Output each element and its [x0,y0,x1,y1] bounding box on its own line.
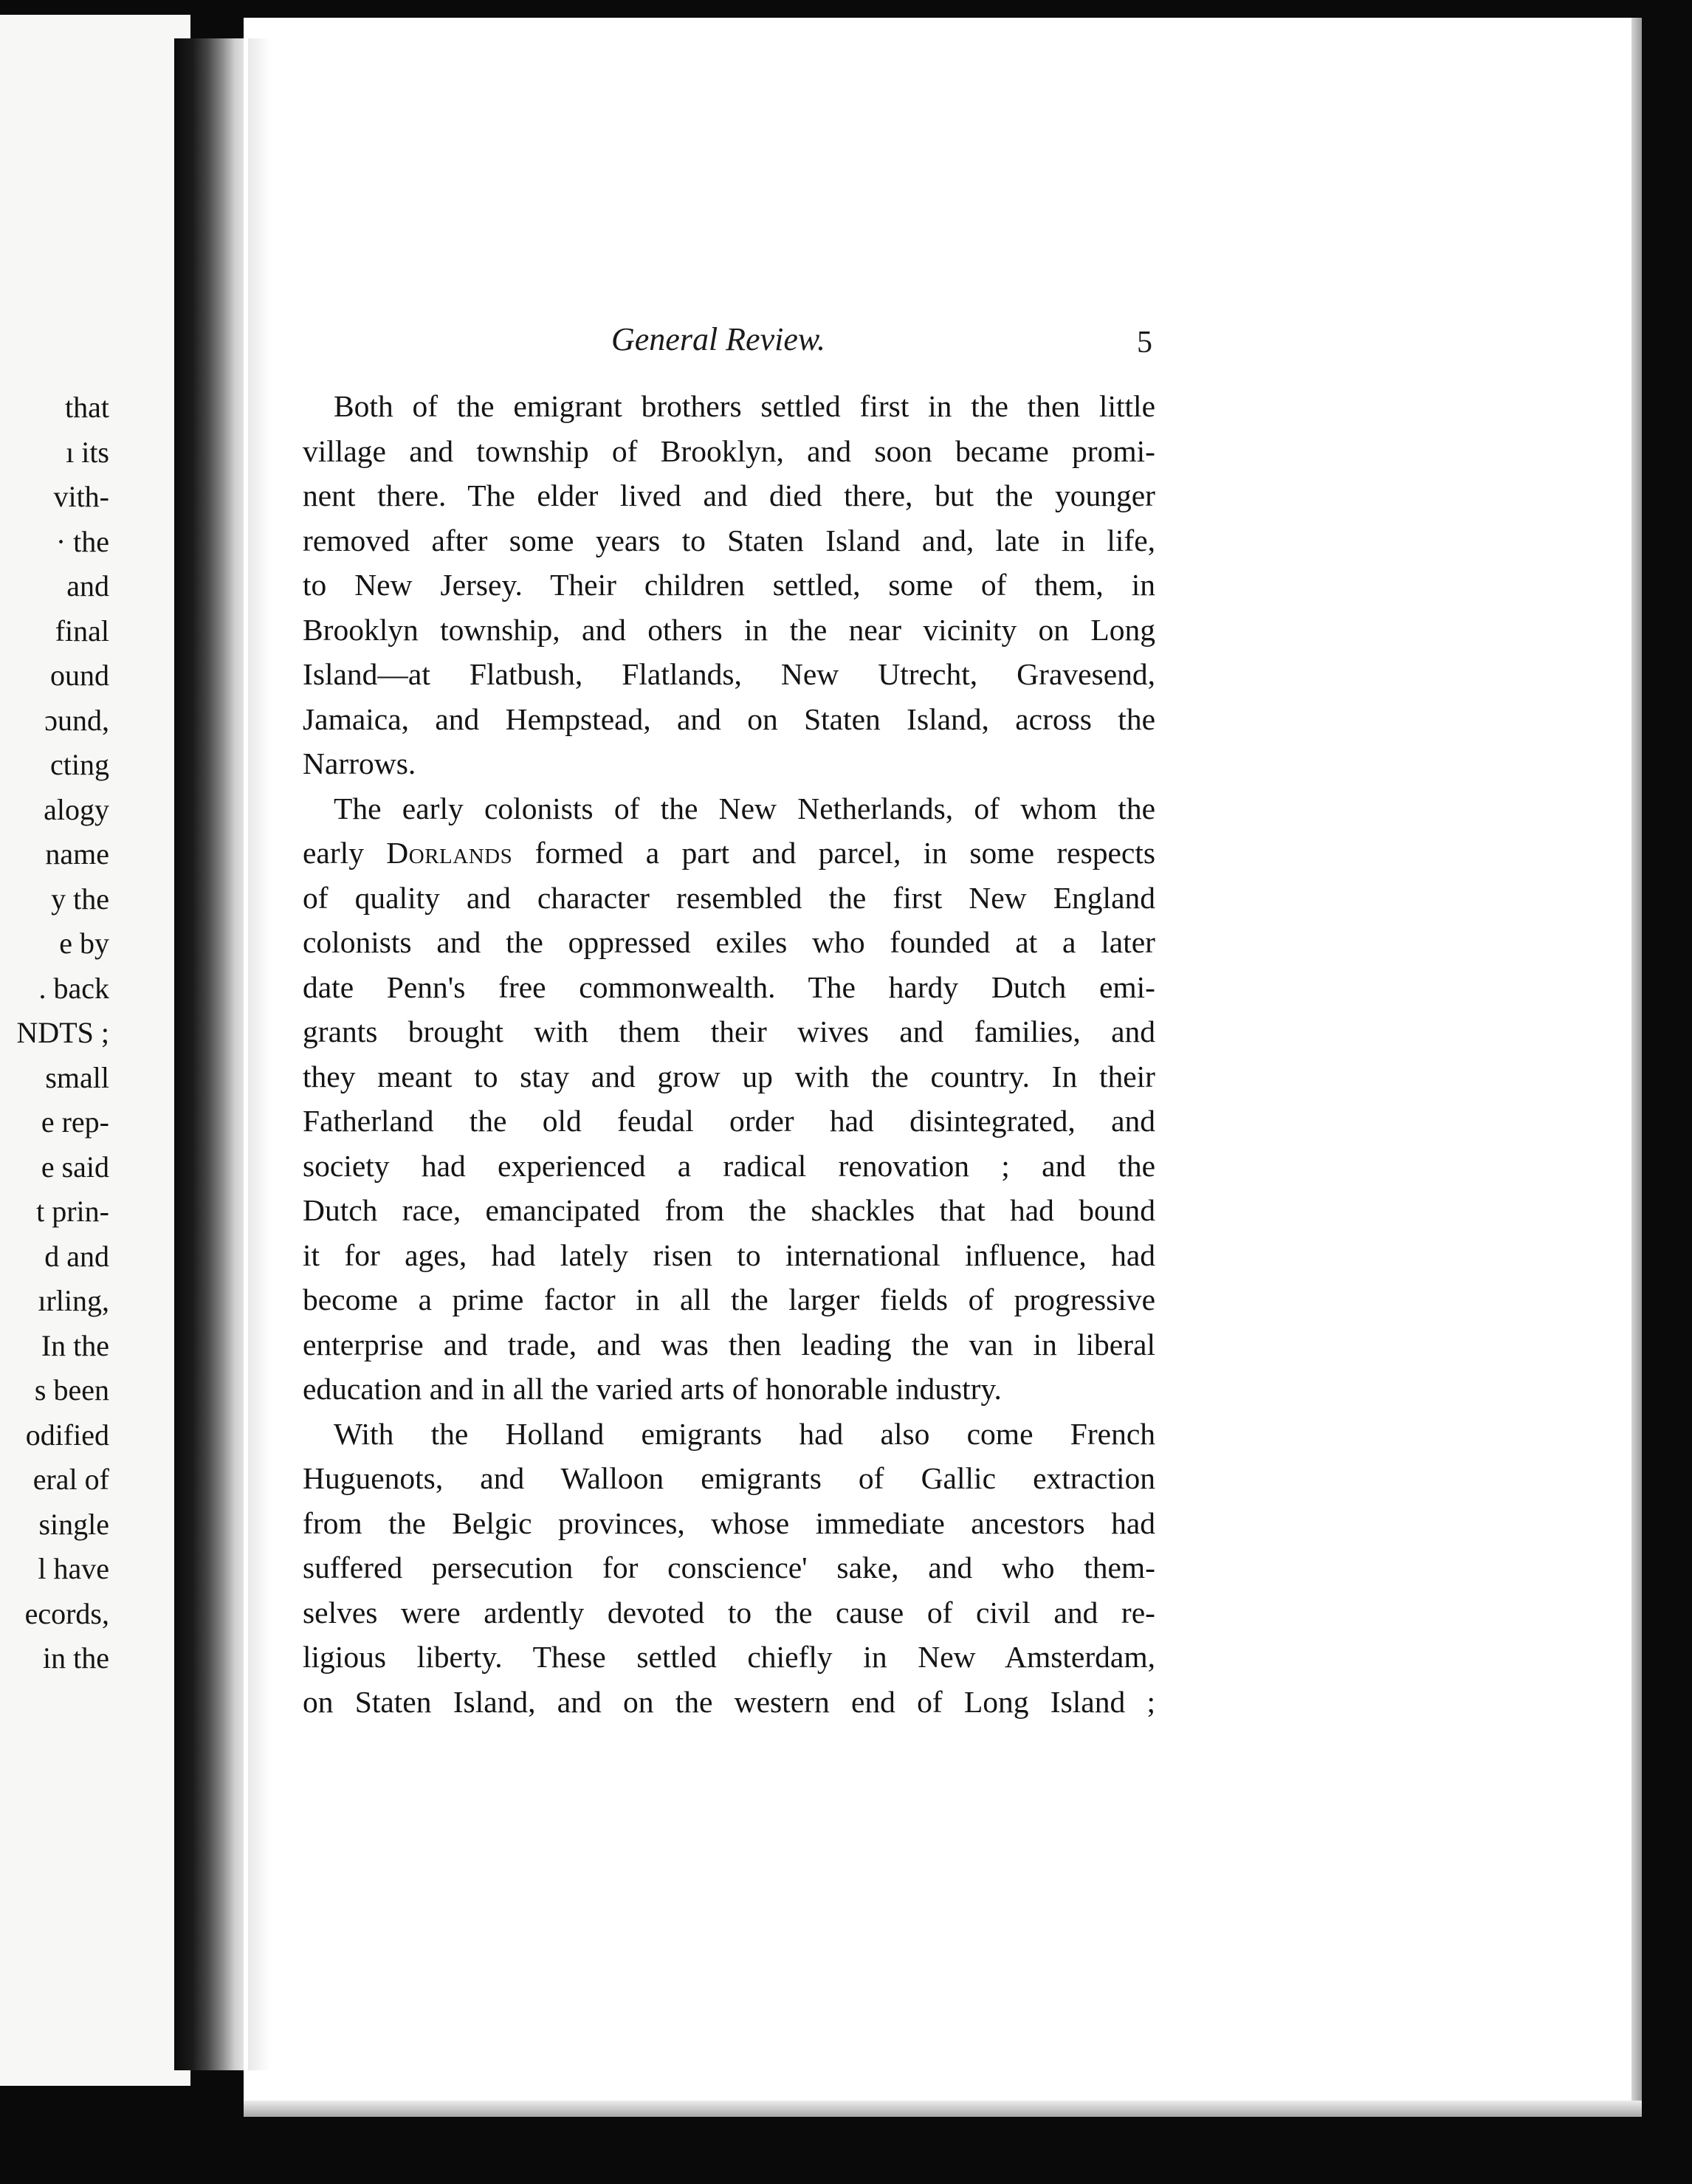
previous-page-line: In the [41,1328,109,1362]
previous-page-line: in the [43,1641,109,1675]
family-name: Dorlands [386,836,513,870]
text-line: they meant to stay and grow up with the country. In their [303,1059,1155,1093]
text-line: Both of the emigrant brothers settled first in the then little [334,389,1155,423]
text-line: it for ages, had lately risen to international influence, had [303,1237,1155,1272]
page-number: 5 [1137,326,1152,360]
previous-page-line: name [45,837,109,870]
page-bottom-edge [244,2101,1642,2117]
text-line: Fatherland the old feudal order had disintegrated, and [303,1104,1155,1138]
previous-page-line: odified [25,1418,109,1452]
previous-page-line: ound [50,659,109,692]
text-line: With the Holland emigrants had also come French [334,1416,1155,1451]
book-gutter [174,38,248,2070]
previous-page-text [0,385,109,1681]
previous-page-line: · the [55,524,109,558]
text-line: education and in all the varied arts of honorable industry. [303,1372,1002,1406]
text-line: nent there. The elder lived and died there, but the younger [303,478,1155,512]
text-line: selves were ardently devoted to the cause of civil and re- [303,1595,1155,1630]
previous-page-line: small [45,1060,109,1094]
text-line: Dutch race, emancipated from the shackles that had bound [303,1193,1155,1227]
previous-page-line: d and [44,1239,109,1273]
text-line: Huguenots, and Walloon emigrants of Gallic extraction [303,1461,1155,1495]
previous-page-line: s been [34,1373,109,1407]
gutter-shadow [248,38,270,2070]
previous-page-line: final [55,614,109,648]
previous-page-fragment [0,15,190,2086]
previous-page-line: . back [38,971,109,1005]
previous-page-line: vith- [53,480,109,513]
running-head: General Review. [611,321,825,357]
line-prefix: early [303,836,387,870]
previous-page-line: eral of [32,1463,109,1496]
previous-page-line: e said [41,1150,109,1184]
previous-page-line: t prin- [36,1195,109,1228]
text-line: of quality and character resembled the first New England [303,880,1155,915]
previous-page-line: l have [38,1552,109,1585]
previous-page-line: ɔund, [44,703,109,737]
previous-page-line: alogy [44,792,109,826]
paragraph-3 [303,1412,1155,1725]
previous-page-line: e by [59,927,109,960]
previous-page-line: that [65,391,109,424]
text-line: village and township of Brooklyn, and soon became promi- [303,433,1155,468]
text-line: The early colonists of the New Netherlands, of whom the [334,791,1155,825]
text-line: removed after some years to Staten Island and, late in life, [303,523,1155,557]
text-line: Jamaica, and Hempstead, and on Staten Island, across the [303,701,1155,736]
previous-page-line: e rep- [41,1105,109,1139]
text-line: colonists and the oppressed exiles who founded at a later [303,925,1155,959]
text-line: date Penn's free commonwealth. The hardy Dutch emi- [303,969,1155,1004]
text-line: to New Jersey. Their children settled, some of them, in [303,568,1155,602]
previous-page-line: ecords, [24,1596,109,1630]
line-rest: formed a part and parcel, in some respects [534,836,1155,870]
previous-page-line: single [38,1507,109,1541]
previous-page-line: NDTS ; [16,1016,109,1049]
text-line: from the Belgic provinces, whose immediate ancestors had [303,1505,1155,1540]
text-line: enterprise and trade, and was then leading the van in liberal [303,1327,1155,1361]
text-line: grants brought with them their wives and families, and [303,1014,1155,1048]
body-text [303,384,1155,1724]
paragraph-1 [303,384,1155,786]
text-line: on Staten Island, and on the western end of Long Island ; [303,1684,1155,1719]
text-line: society had experienced a radical renovation ; and the [303,1148,1155,1183]
previous-page-line: and [66,569,109,602]
page-edge [1631,18,1642,2116]
text-line: Brooklyn township, and others in the near vicinity on Long [303,612,1155,647]
previous-page-line: cting [50,748,109,781]
text-line-with-name [303,831,1155,876]
previous-page-line: y the [51,882,109,916]
previous-page-line: ı its [66,435,109,469]
text-line: ligious liberty. These settled chiefly in New Amsterdam, [303,1640,1155,1674]
text-line: Narrows. [303,746,416,780]
text-line: suffered persecution for conscience' sake, and who them- [303,1551,1155,1584]
text-line: Island—at Flatbush, Flatlands, New Utrecht, Gravesend, [303,657,1155,691]
text-line: become a prime factor in all the larger fields of progressive [303,1282,1155,1316]
previous-page-line: ırling, [38,1284,109,1317]
paragraph-2 [303,786,1155,1412]
